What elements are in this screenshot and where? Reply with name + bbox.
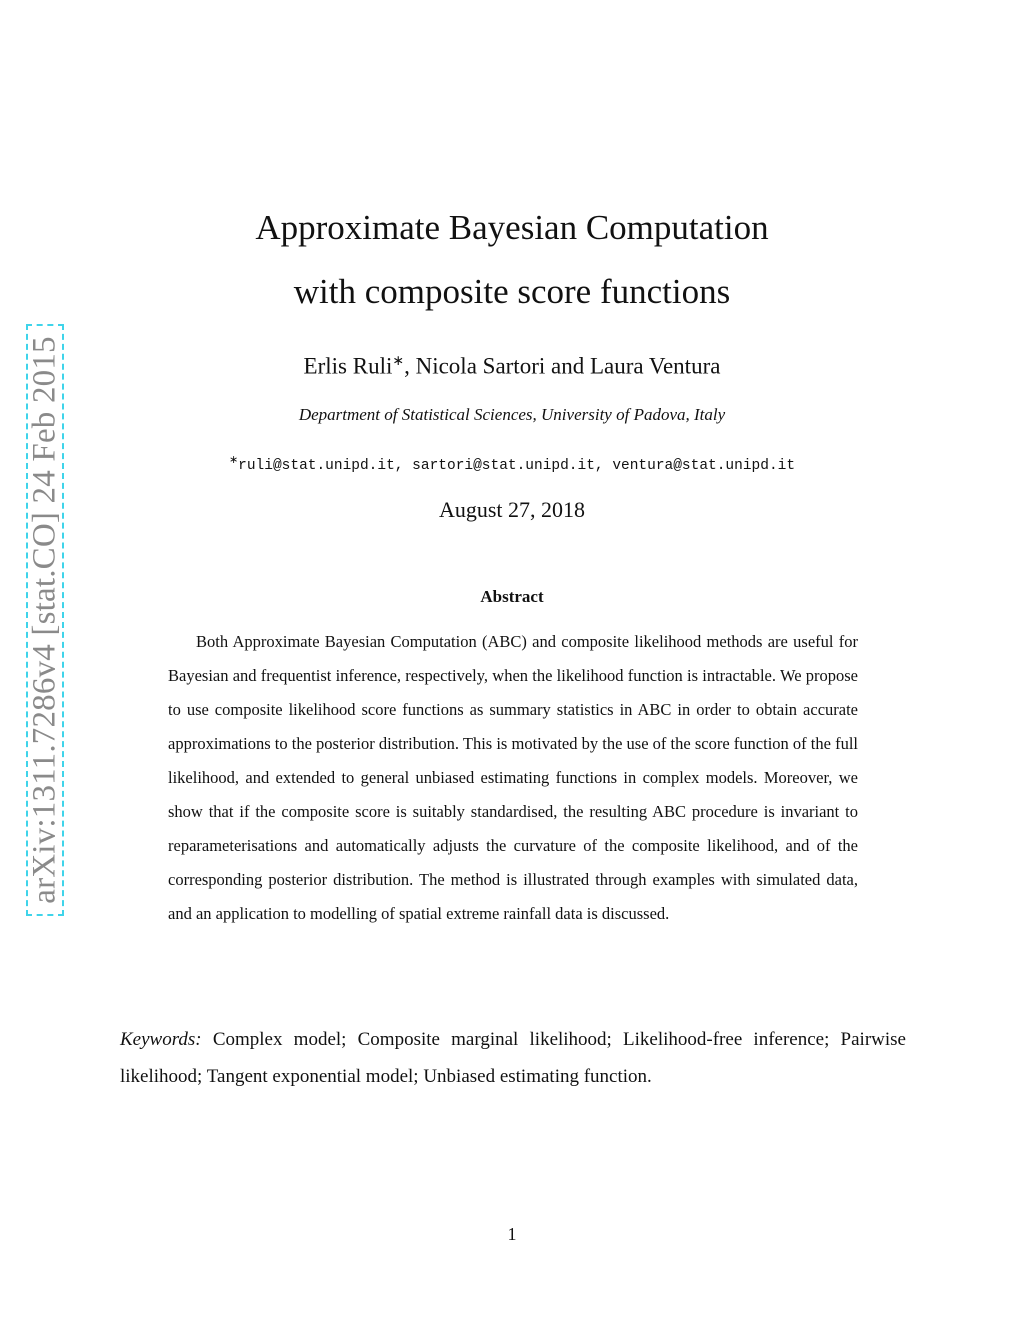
authors: [0, 353, 1024, 380]
arxiv-stamp-text: arXiv:1311.7286v4 [stat.CO] 24 Feb 2015: [26, 336, 63, 904]
author-rest: , Nicola Sartori and Laura Ventura: [404, 353, 721, 379]
affiliation: Department of Statistical Sciences, University of Padova, Italy: [298, 405, 726, 424]
paper-title-line-2: with composite score functions: [293, 272, 731, 311]
paper-title-line-1: Approximate Bayesian Computation: [255, 208, 769, 247]
keywords: [120, 1021, 906, 1095]
author-first: Erlis Ruli: [303, 353, 393, 379]
abstract-heading: Abstract: [480, 587, 544, 606]
keywords-text: Complex model; Composite marginal likelihood; Likelihood-free inference; Pairwise likelihood; Tangent exponential model; Unbiased estimating function.: [120, 1029, 906, 1087]
keywords-label: Keywords:: [120, 1029, 202, 1050]
author-emails: [0, 453, 1024, 474]
email-footnote-mark: ∗: [228, 454, 239, 466]
paper-date: August 27, 2018: [438, 497, 586, 522]
author-footnote-mark: ∗: [392, 354, 405, 369]
page-number: 1: [507, 1224, 517, 1244]
abstract-body: Both Approximate Bayesian Computation (ABC) and composite likelihood methods are useful for Bayesian and frequentist inference, respectively, when the likelihood function is intractable. We propose to use composite likelihood score functions as summary statistics in ABC in order to obtain accurate approximations to the posterior distribution. This is motivated by the use of the score function of the full likelihood, and extended to general unbiased estimating functions in complex models. Moreover, we show that if the composite score is suitably standardised, the resulting ABC procedure is invariant to reparameterisations and automatically adjusts the curvature of the composite likelihood, and of the corresponding posterior distribution. The method is illustrated through examples with simulated data, and an application to modelling of spatial extreme rainfall data is discussed.: [168, 632, 858, 923]
email-list: ruli@stat.unipd.it, sartori@stat.unipd.it, ventura@stat.unipd.it: [238, 457, 796, 474]
